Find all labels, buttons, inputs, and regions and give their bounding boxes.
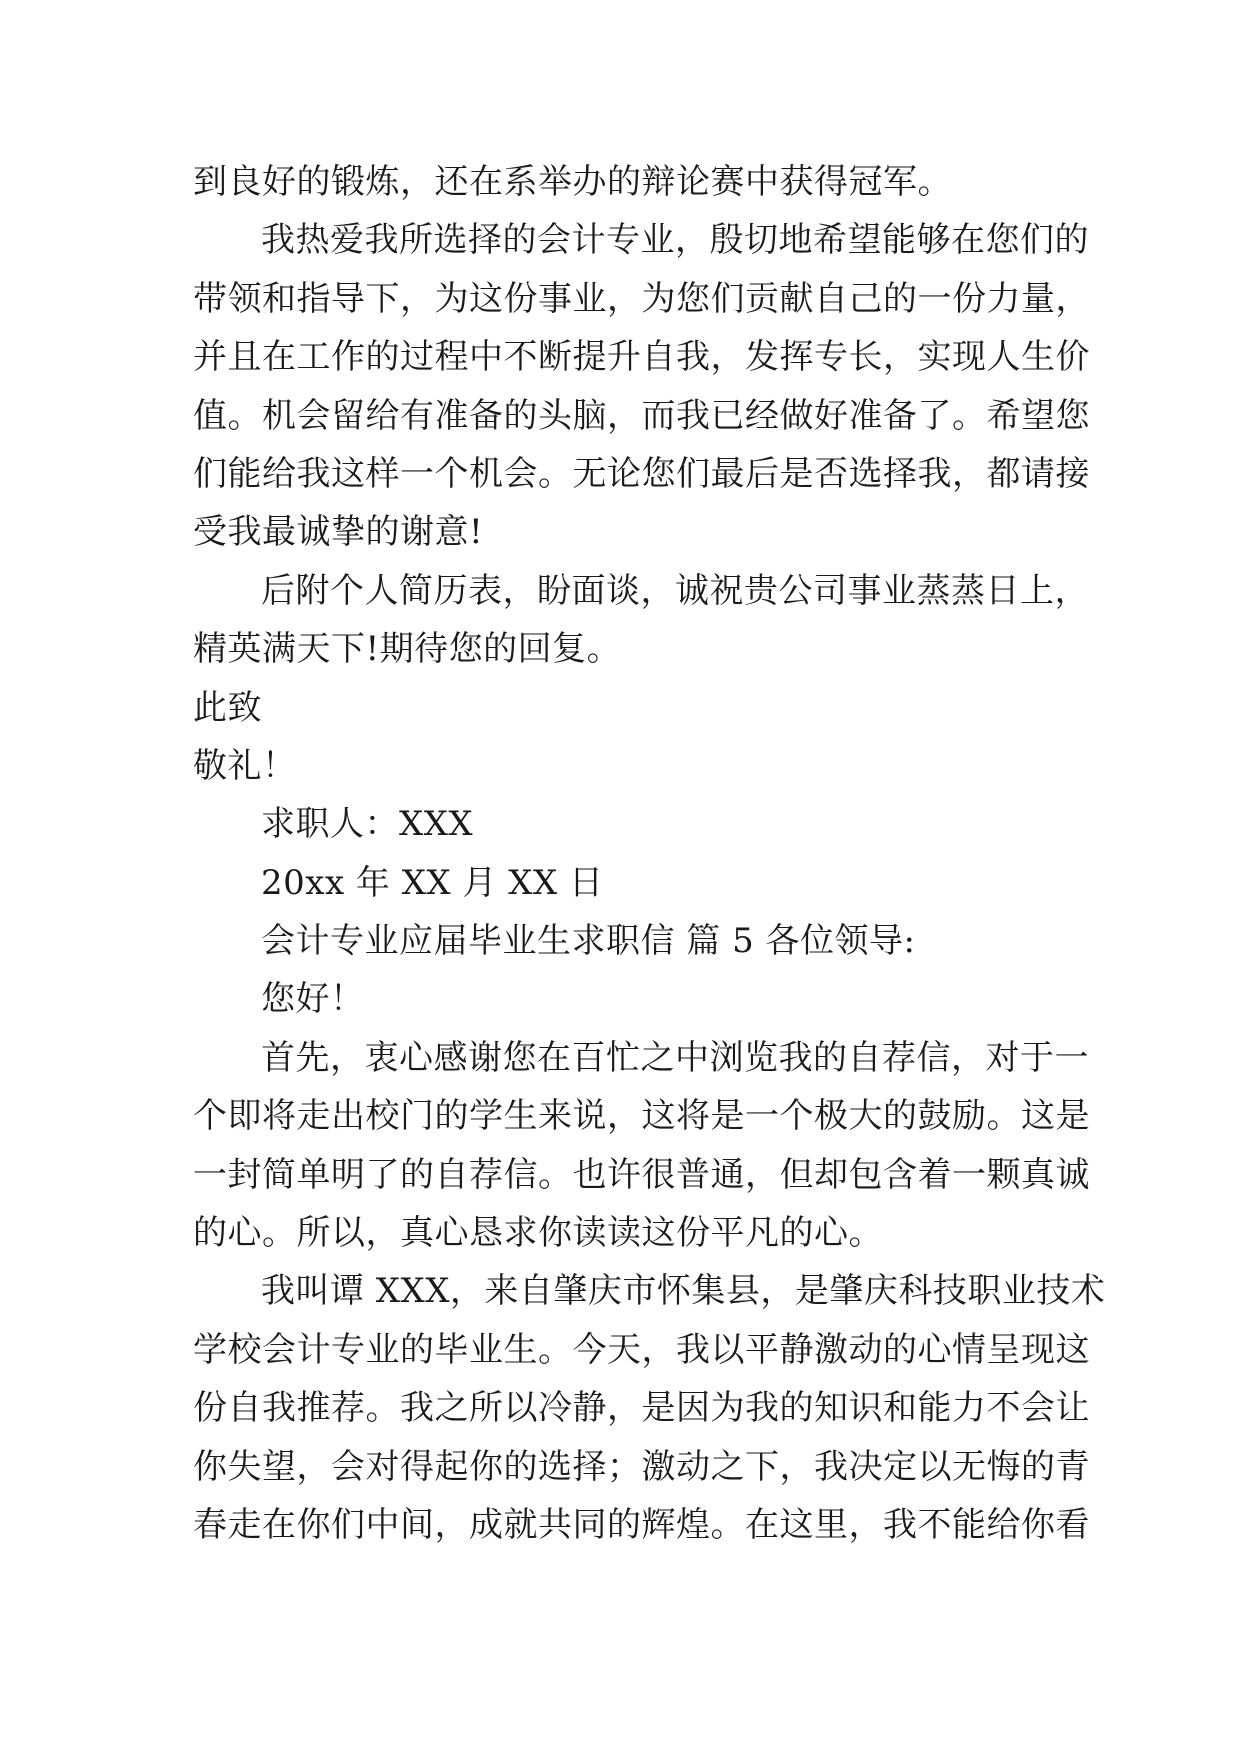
- greeting-line: 您好！: [261, 979, 365, 1020]
- date-line: 20xx 年 XX 月 XX 日: [261, 862, 604, 903]
- text-line: 一封简单明了的自荐信。也许很普通，但却包含着一颗真诚: [193, 1154, 1090, 1195]
- text-line: 春走在你们中间，成就共同的辉煌。在这里，我不能给你看: [193, 1504, 1090, 1545]
- text-line: 并且在工作的过程中不断提升自我，发挥专长，实现人生价: [193, 337, 1090, 378]
- signature-line: 求职人：XXX: [261, 804, 474, 845]
- text-line: 带领和指导下，为这份事业，为您们贡献自己的一份力量，: [193, 278, 1090, 319]
- text-line: 精英满天下!期待您的回复。: [193, 629, 622, 670]
- text-line: 个即将走出校门的学生来说，这将是一个极大的鼓励。这是: [193, 1096, 1090, 1137]
- text-line: 后附个人简历表，盼面谈，诚祝贵公司事业蒸蒸日上，: [261, 570, 1089, 611]
- text-line: 我叫谭 XXX，来自肇庆市怀集县，是肇庆科技职业技术: [261, 1271, 1106, 1312]
- text-line: 们能给我这样一个机会。无论您们最后是否选择我，都请接: [193, 453, 1090, 494]
- document-body: [193, 153, 1106, 1554]
- salutation-line: 敬礼！: [193, 745, 297, 786]
- text-line: 值。机会留给有准备的头脑，而我已经做好准备了。希望您: [193, 395, 1090, 436]
- text-line: 受我最诚挚的谢意!: [193, 512, 484, 553]
- text-line: 首先，衷心感谢您在百忙之中浏览我的自荐信，对于一: [261, 1037, 1089, 1078]
- text-line: 的心。所以，真心恳求你读读这份平凡的心。: [193, 1213, 883, 1254]
- text-line: 你失望，会对得起你的选择；激动之下，我决定以无悔的青: [193, 1446, 1090, 1487]
- text-line: 我热爱我所选择的会计专业，殷切地希望能够在您们的: [261, 220, 1089, 261]
- section-heading: 会计专业应届毕业生求职信 篇 5 各位领导:: [261, 921, 916, 962]
- text-line: 学校会计专业的毕业生。今天，我以平静激动的心情呈现这: [193, 1329, 1090, 1370]
- text-line: 到良好的锻炼，还在系举办的辩论赛中获得冠军。: [193, 162, 952, 202]
- salutation-line: 此致: [193, 687, 262, 728]
- text-line: 份自我推荐。我之所以冷静，是因为我的知识和能力不会让: [193, 1388, 1090, 1429]
